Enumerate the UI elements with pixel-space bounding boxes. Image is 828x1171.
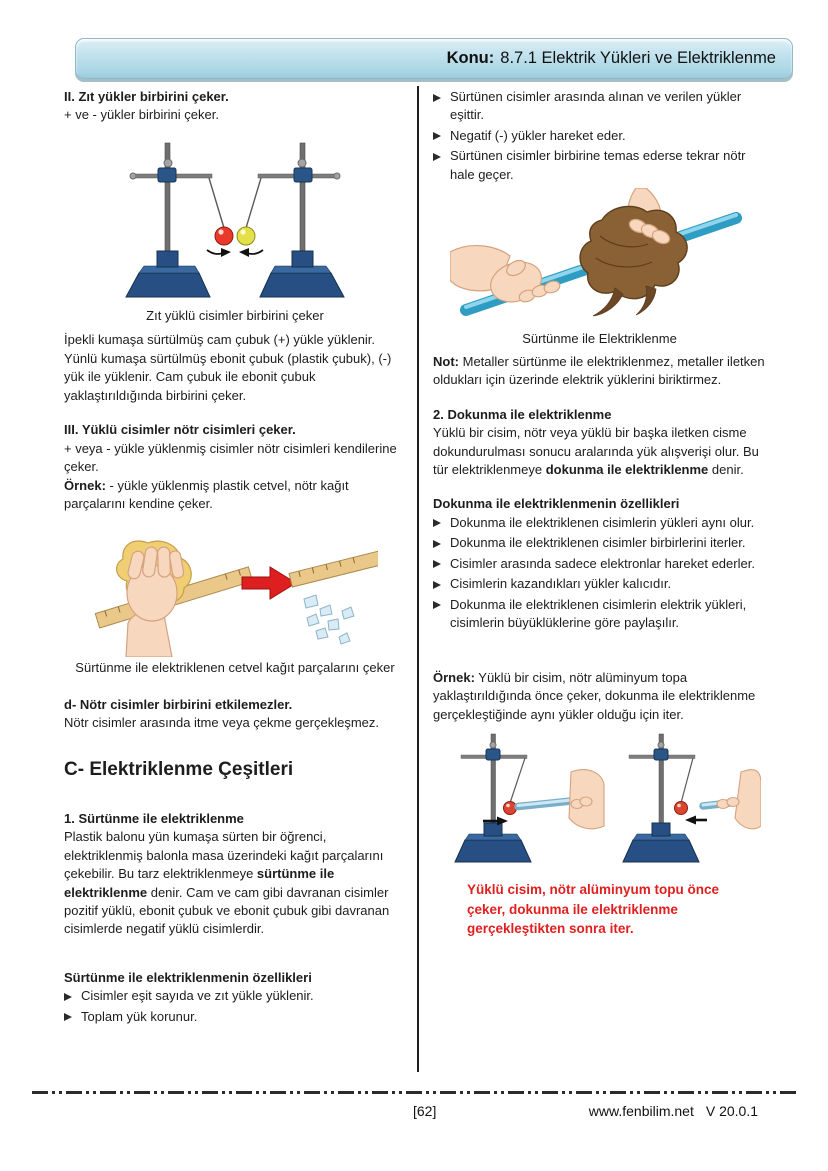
scene-before-touch <box>455 734 604 862</box>
topic-label: Konu: <box>446 48 495 67</box>
red-charged-ball <box>215 227 233 245</box>
heading-opposite-charges: II. Zıt yükler birbirini çeker. <box>64 89 229 104</box>
figure-caption: Sürtünme ile Elektriklenme <box>522 331 677 347</box>
arrow-bullet-icon <box>433 581 441 589</box>
paragraph-friction: Plastik balonu yün kumaşa sürten bir öğrenci, elektriklenmiş balonla masa üzerindeki kağıt parçalarını çekebilir. Bu tarz elektriklenmeye sürtünme ile elektriklenme denir. Cam ve cam gibi davranan cisimler pozitif yüklü, ebonit çubuk ve ebonit çubuk gibi davranan cisimlerde negatif yüklü cisimlerdir. <box>64 829 390 937</box>
section-heading-electrification-types: C- Elektriklenme Çeşitleri <box>64 758 294 780</box>
list-item: Cisimler arasında sadece elektronlar hareket ederler. <box>433 555 766 573</box>
arrow-bullet-icon <box>433 560 441 568</box>
arrow-bullet-icon <box>64 1013 72 1021</box>
example-label: Örnek: <box>64 477 106 493</box>
column-right <box>433 88 766 939</box>
list-item: Cisimler eşit sayıda ve zıt yükle yüklenir. <box>64 987 406 1005</box>
website: www.fenbilim.net <box>588 1103 694 1119</box>
figure-caption: Zıt yüklü cisimler birbirini çeker <box>146 307 324 323</box>
hand <box>126 547 184 658</box>
repel-arrow <box>685 815 696 824</box>
list-item: Negatif (-) yükler hareket eder. <box>433 127 766 145</box>
arrow-bullet-icon <box>433 540 441 548</box>
paper-pieces <box>304 595 354 644</box>
heading-friction-properties: Sürtünme ile elektriklenmenin özellikleri <box>64 969 312 985</box>
note-label: Not: <box>433 353 459 369</box>
heading-touch-properties: Dokunma ile elektriklenmenin özellikleri <box>433 496 680 512</box>
footer-right <box>589 1102 758 1122</box>
paragraph-note-metals: Not: Metaller sürtünme ile elektriklenmez, metaller iletken oldukları için üzerinde elektrik yüklerini biriktirmez. <box>433 353 765 388</box>
figure-ruler-rubbing <box>92 517 378 657</box>
arrow-bullet-icon <box>433 94 441 102</box>
list-item: Toplam yük korunur. <box>64 1008 406 1026</box>
arrow-bullet-icon <box>433 519 441 527</box>
page-number: [62] <box>413 1103 437 1119</box>
friction-properties-list <box>64 987 406 1026</box>
figure-rod-fur-rubbing <box>450 188 750 328</box>
heading-touch-electrification: 2. Dokunma ile elektriklenme <box>433 406 612 422</box>
attraction-arrows <box>207 248 263 257</box>
charged-ruler-attracting-paper <box>289 552 378 645</box>
paragraph-touch-example: Örnek: Yüklü bir cisim, nötr alüminyum topa yaklaştırıldığında önce çeker, dokunma ile elektriklenme gerçekleştiğinde aynı yükler olduğu için iter. <box>433 669 756 722</box>
paragraph-charged-neutral: + veya - yükle yüklenmiş cisimler nötr cisimleri kendilerine çeker. <box>64 440 397 475</box>
ruler-in-hand-illustration <box>95 541 252 657</box>
figure-caption-red: Yüklü cisim, nötr alüminyum topu önce çeker, dokunma ile elektriklenme gerçekleştikten sonra iter. <box>467 881 720 937</box>
topic-bar <box>75 38 793 79</box>
figure-caption: Sürtünme ile elektriklenen cetvel kağıt parçalarını çeker <box>75 660 395 676</box>
yellow-charged-ball <box>237 227 255 245</box>
figure-touch-charging-stands <box>439 728 761 876</box>
subline-opposite-charges: + ve - yükler birbirini çeker. <box>64 107 219 123</box>
topic-title: 8.7.1 Elektrik Yükleri ve Elektriklenme <box>500 48 776 67</box>
paragraph-neutral-objects: Nötr cisimler arasında itme veya çekme gerçekleşmez. <box>64 715 379 731</box>
arrow-bullet-icon <box>433 601 441 609</box>
heading-neutral-objects: d- Nötr cisimler birbirini etkilemezler. <box>64 696 293 712</box>
footer-divider-line <box>32 1091 798 1094</box>
red-ball <box>674 801 687 814</box>
list-item: Dokunma ile elektriklenen cisimlerin elektrik yükleri, cisimlerin büyüklüklerine göre paylaşılır. <box>433 596 766 633</box>
arrow-bullet-icon <box>64 993 72 1001</box>
list-item: Cisimlerin kazandıkları yükler kalıcıdır. <box>433 575 766 593</box>
paragraph-glass-ebonite: İpekli kumaşa sürtülmüş cam çubuk (+) yükle yüklenir. Yünlü kumaşa sürtülmüş ebonit çubuk (plastik çubuk), (-) yük ile yüklenir. Cam çubuk ile ebonit çubuk yaklaştırıldığında birbirini çeker. <box>64 332 392 403</box>
red-ball <box>503 801 516 814</box>
list-item: Dokunma ile elektriklenen cisimlerin yükleri aynı olur. <box>433 514 766 532</box>
heading-friction-electrification: 1. Sürtünme ile elektriklenme <box>64 810 244 826</box>
scene-after-touch <box>623 734 761 862</box>
touch-properties-list <box>433 514 766 633</box>
paragraph-touch: Yüklü bir cisim, nötr veya yüklü bir başka iletken cisme dokundurulması sonucu aralarında yük alışverişi olur. Bu tür elektriklenmeye dokunma ile elektriklenme denir. <box>433 425 759 477</box>
paragraph-ruler-example: Örnek: - yükle yüklenmiş plastik cetvel, nötr kağıt parçalarını kendine çeker. <box>64 477 349 511</box>
column-left <box>64 88 406 1028</box>
list-item: Dokunma ile elektriklenen cisimler birbirlerini iterler. <box>433 534 766 552</box>
column-divider <box>417 86 419 1072</box>
arrow-bullet-icon <box>433 153 441 161</box>
list-item: Sürtünen cisimler arasında alınan ve verilen yükler eşittir. <box>433 88 766 125</box>
ring-stand-right-illustration <box>246 143 344 297</box>
example-label: Örnek: <box>433 669 475 685</box>
hand-holding-rod <box>717 770 761 829</box>
figure-two-stands-attraction <box>112 129 358 305</box>
heading-charged-attract-neutral: III. Yüklü cisimler nötr cisimleri çeker. <box>64 422 296 438</box>
hand-holding-rod <box>569 770 604 829</box>
friction-notes-list <box>433 88 766 184</box>
ring-stand-left-illustration <box>126 143 224 297</box>
list-item: Sürtünen cisimler birbirine temas ederse tekrar nötr hale geçer. <box>433 147 766 184</box>
version: V 20.0.1 <box>705 1103 758 1119</box>
arrow-bullet-icon <box>433 132 441 140</box>
